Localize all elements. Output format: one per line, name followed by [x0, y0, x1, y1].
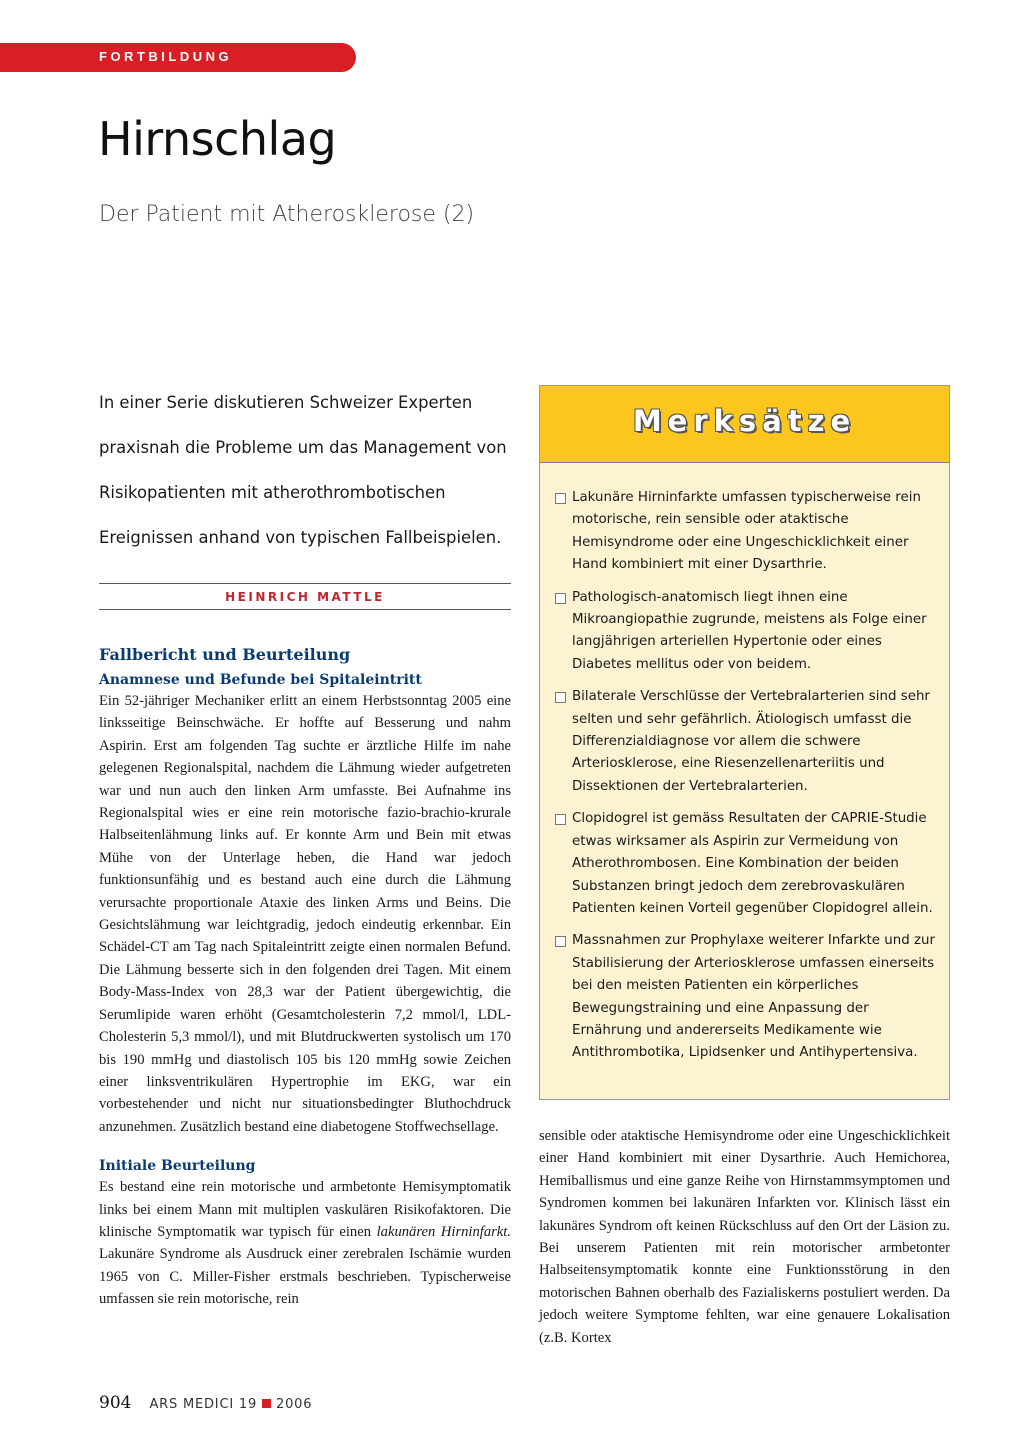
section-heading: Fallbericht und Beurteilung: [99, 645, 351, 664]
article-title: Hirnschlag: [98, 112, 337, 166]
merksatz-item: [554, 686, 939, 798]
merksatz-text: Massnahmen zur Prophylaxe weiterer Infarkte und zur Stabilisierung der Arteriosklerose umfassen einerseits bei den meisten Patienten ein körperliches Bewegungstraining und eine Anpassung der Ernährung und andererseits Medikamente wie Antithrombotika, Lipidsenker und Antihypertensiva.: [572, 933, 936, 1061]
paragraph-continued: sensible oder ataktische Hemisyndrome oder eine Ungeschicklichkeit einer Hand kombiniert mit einer Dysarthrie. Auch Hemichorea, Hemiballismus und eine ganze Reihe von Hirnstammsymptomen und Syndromen kommen bei lakunären Infarkten vor. Klinisch lässt ein lakunäres Syndrom oft keinen Rückschluss auf den Ort der Läsion zu. Bei unserem Patienten mit rein motorischer armbetonter Halbseitensymptomatik konnte eine Funktionsstörung in den motorischen Bahnen oberhalb des Fazialiskerns postuliert werden. Da jedoch weitere Symptome fehlten, war eine genauere Lokalisation (z.B. Kortex: [539, 1128, 950, 1346]
checkbox-square-icon: [555, 936, 566, 947]
paragraph-anamnese: Ein 52-jähriger Mechaniker erlitt an einem Herbstsonntag 2005 eine linksseitige Beinschwäche. Er hoffte auf Besserung und nahm Aspirin. Erst am folgenden Tag suchte er ärztliche Hilfe im nahe gelegenen Regionalspital, nachdem die Lähmung wieder aufgetreten war und nun auch den linken Arm umfasste. Bei Aufnahme ins Regionalspital wies er eine rein motorische fazio-brachio-krurale Halbseitenlähmung links auf. Er konnte Arm und Bein mit etwas Mühe von der Unterlage heben, die Hand war jedoch funktionsunfähig und es bestand auch eine durch die Lähmung verursachte proportionale Ataxie des linken Arms und Beins. Die Gesichtslähmung war leichtgradig, jedoch eindeutig erkennbar. Ein Schädel-CT am Tag nach Spitaleintritt zeigte einen normalen Befund. Die Lähmung besserte sich in den folgenden drei Tagen. Mit einem Body-Mass-Index von 28,3 war der Patient übergewichtig, die Serumlipide waren erhöht (Gesamtcholesterin 7,2 mmol/l, LDL-Cholesterin 5,3 mmol/l), und mit Blutdruckwerten systolisch um 170 bis 190 mmHg und diastolisch 105 bis 120 mmHg sowie Zeichen einer linksventrikulären Hypertrophie im EKG, war ein vorbestehender und nicht nur situationsbedingter Bluthochdruck anzunehmen. Zusätzlich bestand eine diabetogene Stoffwechsellage.: [99, 693, 511, 1135]
right-column: [539, 1125, 950, 1349]
merksaetze-title: Merksätze: [632, 404, 857, 438]
merksatz-item: [554, 930, 939, 1064]
section-label: FORTBILDUNG: [99, 49, 233, 64]
merksatz-item: [554, 587, 939, 677]
left-column: [99, 645, 511, 1311]
author-byline: [99, 583, 511, 610]
page-number: 904: [99, 1393, 132, 1413]
merksaetze-box: [539, 385, 950, 1100]
checkbox-square-icon: [555, 692, 566, 703]
subsection-heading-anamnese: Anamnese und Befunde bei Spitaleintritt: [99, 672, 422, 688]
merksatz-item: [554, 808, 939, 920]
checkbox-square-icon: [555, 493, 566, 504]
article-lead: In einer Serie diskutieren Schweizer Experten praxisnah die Probleme um das Management von Risikopatienten mit atherothrombotischen Ereignissen anhand von typischen Fallbeispielen.: [99, 393, 507, 547]
italic-term: lakunären Hirninfarkt.: [376, 1223, 511, 1240]
merksaetze-list: [540, 463, 949, 1065]
checkbox-square-icon: [555, 814, 566, 825]
red-square-icon: [262, 1399, 271, 1408]
section-banner: [0, 43, 356, 72]
merksaetze-header: [540, 386, 949, 463]
merksatz-text: Bilaterale Verschlüsse der Vertebralarterien sind sehr selten und sehr gefährlich. Ätiologisch umfasst die Differenzialdiagnose vor allem die schwere Arteriosklerose, eine Riesenzellenarteriitis und Dissektionen der Vertebralarterien.: [572, 689, 930, 794]
merksatz-text: Lakunäre Hirninfarkte umfassen typischerweise rein motorische, rein sensible oder ataktische Hemisyndrome oder eine Ungeschicklichkeit einer Hand kombiniert mit einer Dysarthrie.: [572, 490, 921, 573]
author-name: HEINRICH MATTLE: [225, 590, 385, 604]
paragraph-text: Lakunäre Syndrome als Ausdruck einer zerebralen Ischämie wurden 1965 von C. Miller-Fisher erstmals beschrieben. Typischerweise umfassen sie rein motorische, rein: [99, 1246, 511, 1308]
journal-year: 2006: [276, 1397, 313, 1412]
merksatz-text: Pathologisch-anatomisch liegt ihnen eine Mikroangiopathie zugrunde, meistens als Folge einer langjährigen arteriellen Hypertonie oder eines Diabetes mellitus oder von beidem.: [572, 589, 927, 672]
merksatz-text: Clopidogrel ist gemäss Resultaten der CAPRIE-Studie etwas wirksamer als Aspirin zur Vermeidung von Atherothrombosen. Eine Kombination der beiden Substanzen bringt jedoch dem zerebrovaskulären Patienten keinen Vorteil gegenüber Clopidogrel allein.: [572, 811, 933, 916]
checkbox-square-icon: [555, 593, 566, 604]
journal-name: ARS MEDICI 19: [149, 1397, 258, 1412]
paragraph-beurteilung: [99, 1176, 511, 1310]
paragraph-text: Es bestand eine rein motorische und armbetonte Hemisymptomatik links bei einem Mann mit multiplen vaskulären Risikofaktoren. Die klinische Symptomatik war typisch für einen: [99, 1179, 511, 1240]
subsection-heading-beurteilung: Initiale Beurteilung: [99, 1158, 256, 1175]
page-footer: [99, 1393, 312, 1413]
merksatz-item: [554, 487, 939, 577]
article-subtitle: Der Patient mit Atherosklerose (2): [99, 202, 475, 227]
